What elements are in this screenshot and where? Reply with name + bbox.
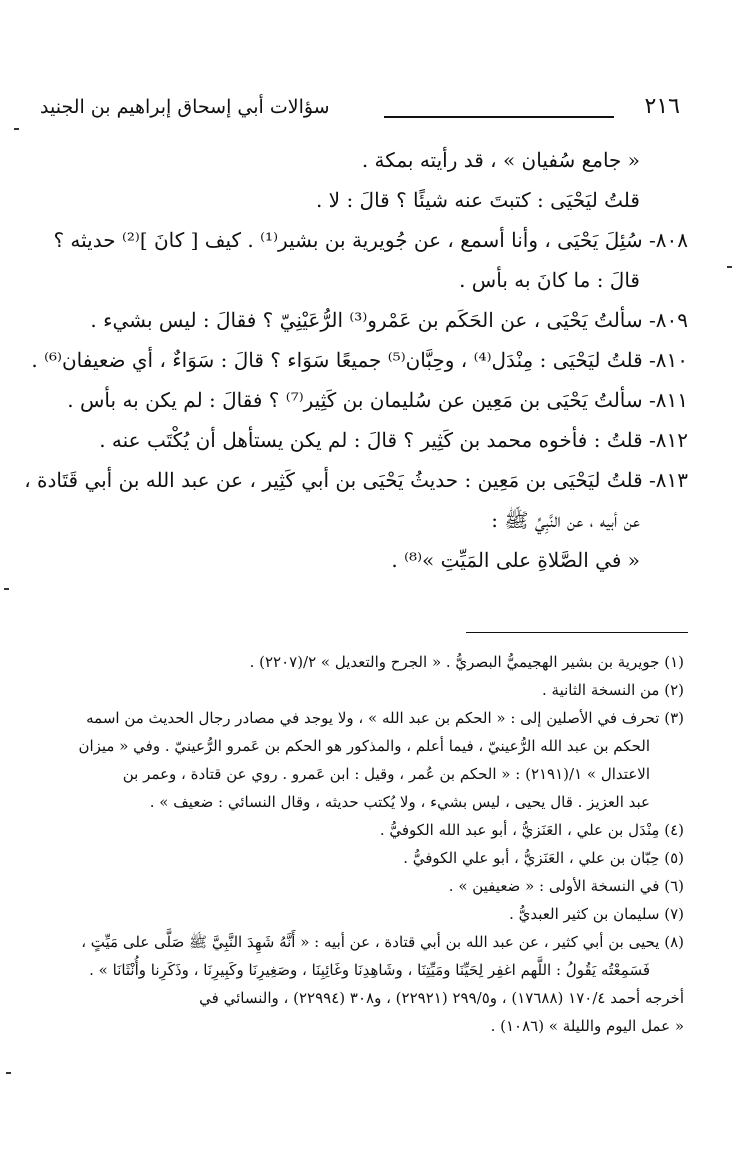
margin-mark bbox=[4, 588, 9, 590]
footnote-8: (٨) يحيى بن أبي كثير ، عن عبد الله بن أبي قتادة ، عن أبيه : « أَنَّهُ شَهِدَ النَّبِيَّ ﷺ صَلَّى على مَيِّتٍ ، bbox=[81, 933, 684, 951]
footnote-3-cont: الحكم بن عبد الله الرُّعينيّ ، فيما أعلم ، والمذكور هو الحكم بن عَمرو الرُّعينيّ . وفي « ميزان bbox=[78, 737, 650, 755]
footnote-8-cont: « عمل اليوم والليلة » (١٠٨٦) . bbox=[490, 1017, 684, 1035]
entry-812: ٨١٢- قلتُ : فأخوه محمد بن كَثِير ؟ قالَ : لم يكن يستأهل أن يُكْتَب عنه . bbox=[99, 428, 688, 452]
entry-809: ٨٠٩- سألتُ يَحْيَى ، عن الحَكَم بن عَمْرو⁽³⁾ الرُّعَيْنِيّ ؟ فقالَ : ليس بشيء . bbox=[90, 308, 688, 332]
footnote-3-cont: الاعتدال » ١/(٢١٩١) : « الحكم بن عُمر ، وقيل : ابن عَمرو . روي عن قتادة ، وعمر بن bbox=[122, 765, 650, 783]
footnote-4: (٤) مِنْدَل بن علي ، العَنَزيُّ ، أبو عبد الله الكوفيُّ . bbox=[379, 821, 684, 839]
footnote-7: (٧) سليمان بن كثير العبديُّ . bbox=[509, 905, 684, 923]
main-text bbox=[24, 140, 688, 580]
text-line: « في الصَّلاةِ على المَيِّتِ »⁽⁸⁾ . bbox=[391, 548, 640, 572]
footnote-3: (٣) تحرف في الأصلين إلى : « الحكم بن عبد الله » ، ولا يوجد في مصادر رجال الحديث من اسمه bbox=[86, 709, 684, 727]
footnote-3-cont: عبد العزيز . قال يحيى ، ليس بشيء ، ولا يُكتب حديثه ، وقال النسائي : ضعيف » . bbox=[149, 793, 650, 811]
page-header bbox=[40, 94, 680, 126]
entry-810: ٨١٠- قلتُ ليَحْيَى : مِنْدَل⁽⁴⁾ ، وحِبَّان⁽⁵⁾ جميعًا سَوَاء ؟ قالَ : سَوَاءٌ ، أي ضعيفان⁽⁶⁾ . bbox=[31, 348, 688, 372]
text-line: قلتُ ليَحْيَى : كتبتَ عنه شيئًا ؟ قالَ : لا . bbox=[315, 188, 640, 212]
footnote-1: (١) جويرية بن بشير الهجيميُّ البصريُّ . « الجرح والتعديل » ٢/(٢٢٠٧) . bbox=[249, 653, 684, 671]
footnote-5: (٥) حِبّان بن علي ، العَنَزيُّ ، أبو علي الكوفيُّ . bbox=[403, 849, 684, 867]
entry-811: ٨١١- سألتُ يَحْيَى بن مَعِين عن سُليمان بن كَثِير⁽⁷⁾ ؟ فقالَ : لم يكن به بأس . bbox=[67, 388, 688, 412]
margin-mark bbox=[14, 128, 19, 130]
text-line: قالَ : ما كانَ به بأس . bbox=[459, 268, 640, 292]
header-rule bbox=[384, 116, 614, 118]
entry-808: ٨٠٨- سُئِلَ يَحْيَى ، وأنا أسمع ، عن جُويرية بن بشير⁽¹⁾ . كيف [ كانَ ]⁽²⁾ حديثه ؟ bbox=[53, 228, 688, 252]
entry-813: ٨١٣- قلتُ ليَحْيَى بن مَعِين : حديثُ يَحْيَى بن أبي كَثِير ، عن عبد الله بن أبي قَتَادة ، bbox=[24, 468, 688, 492]
footnote-separator bbox=[466, 632, 688, 633]
footnote-6: (٦) في النسخة الأولى : « ضعيفين » . bbox=[448, 877, 684, 895]
running-title: سؤالات أبي إسحاق إبراهيم بن الجنيد bbox=[40, 96, 330, 118]
margin-mark bbox=[727, 266, 732, 268]
text-line: عن أبيه ، عن النَّبِيِّ ﷺ : bbox=[491, 508, 640, 532]
page-number: ٢١٦ bbox=[644, 94, 680, 119]
text-line: « جامع سُفيان » ، قد رأيته بمكة . bbox=[361, 148, 640, 172]
footnotes bbox=[50, 648, 684, 1040]
footnote-8-cont: أخرجه أحمد ١٧٠/٤ (١٧٦٨٨) ، و٢٩٩/٥ (٢٢٩٢١) ، و٣٠٨ (٢٢٩٩٤) ، والنسائي في bbox=[199, 989, 684, 1007]
margin-mark bbox=[6, 1072, 11, 1074]
footnote-8-cont: فَسَمِعْتُه يَقُولُ : اللَّهم اغفِر لِحَيِّنَا ومَيِّتِنَا ، وشَاهِدِنَا وغَائِبِنَا ، وصَغِيرِنَا وكَبِيرِنَا ، وذَكَرِنا وأُنْثَانَا » . bbox=[89, 961, 650, 979]
footnote-2: (٢) من النسخة الثانية . bbox=[541, 681, 684, 699]
